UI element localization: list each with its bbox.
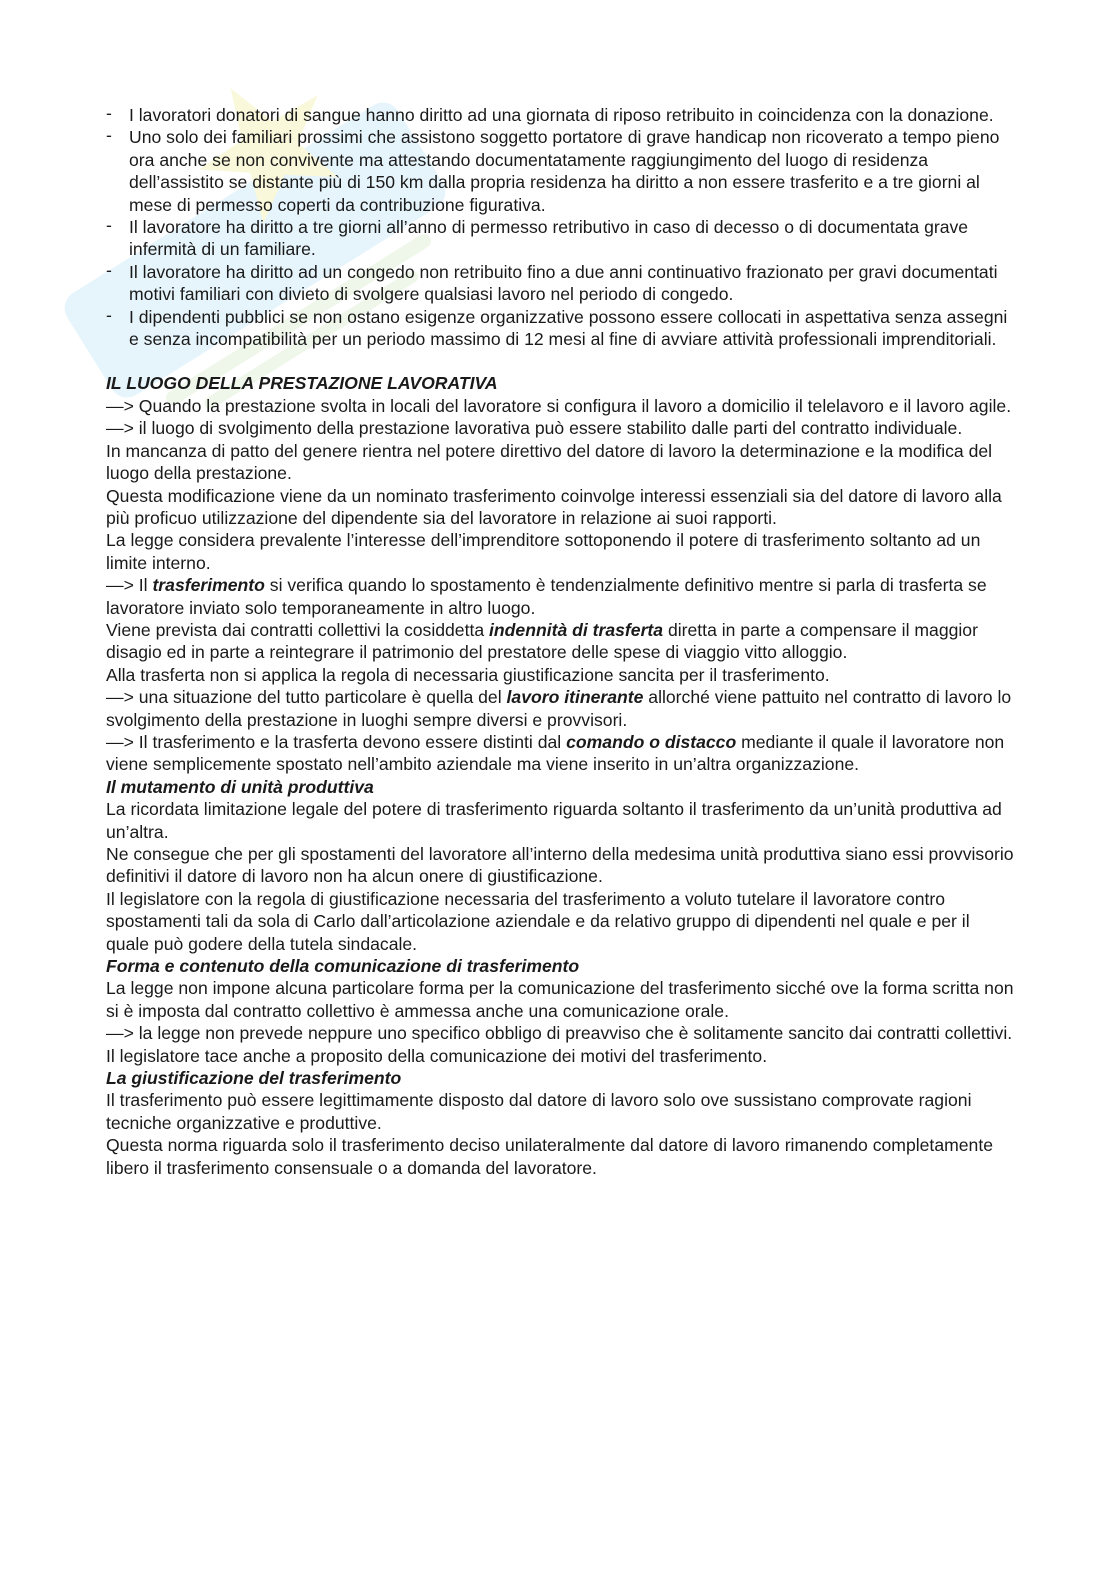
emphasis-term: lavoro itinerante [506,687,644,708]
list-item: - Il lavoratore ha diritto ad un congedo non retribuito fino a due anni continuativo frazionato per gravi documentati motivi familiari con divieto di svolgere qualsiasi lavoro nel periodo di congedo. [106,261,1016,306]
document-page [106,104,1016,1179]
paragraph: La legge considera prevalente l’interesse dell’imprenditore sottoponendo il potere di trasferimento soltanto ad un limite interno. [106,530,981,573]
list-item: - Il lavoratore ha diritto a tre giorni all’anno di permesso retributivo in caso di decesso o di documentata grave infermità di un familiare. [106,216,1016,261]
emphasis-term: indennità di trasferta [489,619,664,640]
list-item: - Uno solo dei familiari prossimi che assistono soggetto portatore di grave handicap non ricoverato a tempo pieno ora anche se non convivente ma attestando documentatamente raggiungimento del luogo di residenza dell’assistito se distante più di 150 km dalla propria residenza ha diritto a non essere trasferito e a tre giorni al mese di permesso coperti da contribuzione figurativa. [106,126,1016,216]
paragraph: Il trasferimento può essere legittimamente disposto dal datore di lavoro solo ove sussistano comprovate ragioni tecniche organizzative e produttive. [106,1090,972,1133]
emphasis-term: comando o distacco [566,731,737,752]
paragraph: —> Il trasferimento e la trasferta devono essere distinti dal comando o distacco mediante il quale il lavoratore non viene semplicemente spostato nell’ambito aziendale ma viene inserito in un’altra organizzazione. [106,731,1005,775]
paragraph: Questa norma riguarda solo il trasferimento deciso unilateralmente dal datore di lavoro rimanendo completamente libero il trasferimento consensuale o a domanda del lavoratore. [106,1135,993,1178]
paragraph: Viene prevista dai contratti collettivi la cosiddetta indennità di trasferta diretta in parte a compensare il maggior disagio ed in parte a reintegrare il patrimonio del prestatore delle spese di viaggio vitto alloggio. [106,619,978,663]
subsection-heading: Forma e contenuto della comunicazione di trasferimento [106,956,580,977]
paragraph: In mancanza di patto del genere rientra nel potere direttivo del datore di lavoro la determinazione e la modifica del luogo della prestazione. [106,440,993,484]
paragraph: —> una situazione del tutto particolare è quella del lavoro itinerante allorché viene pattuito nel contratto di lavoro lo svolgimento della prestazione in luoghi sempre diversi e provvisori. [106,687,1012,730]
paragraph: Il legislatore tace anche a proposito della comunicazione dei motivi del trasferimento. [106,1045,768,1066]
spacer [106,350,1016,372]
paragraph: Il legislatore con la regola di giustificazione necessaria del trasferimento a voluto tutelare il lavoratore contro spostamenti tali da sola di Carlo dall’articolazione aziendale e da relativo gruppo di dipendenti nel quale e per il quale può godere della tutela sindacale. [106,888,970,954]
paragraph: Questa modificazione viene da un nominato trasferimento coinvolge interessi essenziali sia del datore di lavoro alla più proficuo utilizzazione del dipendente sia del lavoratore in relazione ai suoi rapporti. [106,485,1002,528]
list-item: - I dipendenti pubblici se non ostano esigenze organizzative possono essere collocati in aspettativa senza assegni e senza incompatibilità per un periodo massimo di 12 mesi al fine di avviare attività professionali imprenditoriali. [106,306,1016,351]
emphasis-term: trasferimento [152,575,265,596]
paragraph: —> il luogo di svolgimento della prestazione lavorativa può essere stabilito dalle parti del contratto individuale. [106,418,963,439]
paragraph: —> Quando la prestazione svolta in locali del lavoratore si configura il lavoro a domicilio il telelavoro e il lavoro agile. [106,395,1012,416]
list-item: - I lavoratori donatori di sangue hanno diritto ad una giornata di riposo retribuito in coincidenza con la donazione. [106,104,1016,126]
paragraph: Ne consegue che per gli spostamenti del lavoratore all’interno della medesima unità produttiva siano essi provvisorio definitivi il datore di lavoro non ha alcun onere di giustificazione. [106,844,1014,887]
paragraph: Alla trasferta non si applica la regola di necessaria giustificazione sancita per il trasferimento. [106,664,830,685]
section-heading: IL LUOGO DELLA PRESTAZIONE LAVORATIVA [106,373,498,394]
bullet-list [106,104,1016,350]
paragraph: La legge non impone alcuna particolare forma per la comunicazione del trasferimento sicché ove la forma scritta non si è imposta dal contratto collettivo è ammessa anche una comunicazione orale. [106,978,1014,1021]
subsection-heading: La giustificazione del trasferimento [106,1068,402,1089]
paragraph: —> la legge non prevede neppure uno specifico obbligo di preavviso che è solitamente sancito dai contratti collettivi. [106,1023,1013,1044]
subsection-heading: Il mutamento di unità produttiva [106,776,374,797]
paragraph: La ricordata limitazione legale del potere di trasferimento riguarda soltanto il trasferimento da un’unità produttiva ad un’altra. [106,799,1002,842]
paragraph: —> Il trasferimento si verifica quando lo spostamento è tendenzialmente definitivo mentre si parla di trasferta se lavoratore inviato solo temporaneamente in altro luogo. [106,575,987,618]
